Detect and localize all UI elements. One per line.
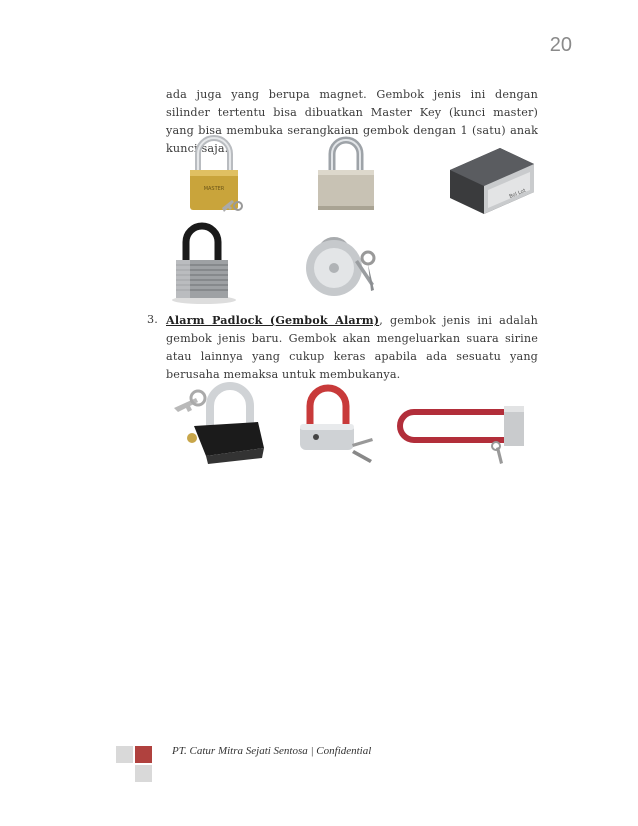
steel-padlock-image bbox=[310, 136, 382, 216]
laminated-padlock-image bbox=[166, 220, 238, 306]
list-number: 3. bbox=[147, 313, 158, 326]
brass-padlock-image bbox=[178, 134, 250, 218]
alarm-padlock-description bbox=[166, 311, 538, 384]
alarm-padlock-term: Alarm Padlock (Gembok Alarm) bbox=[166, 313, 380, 327]
page-number: 20 bbox=[549, 34, 572, 56]
paragraph-master-key: ada juga yang berupa magnet. Gembok jenis ini dengan silinder tertentu bisa dibuatkan Master Key (kunci master) yang bisa membuka serangkaian gembok dengan 1 (satu) anak kunci saja. bbox=[166, 88, 538, 155]
alarm-padlock-text: , gembok jenis ini adalah gembok jenis baru. Gembok akan mengeluarkan suara sirine atau lainnya yang cukup keras apabila ada sesuatu yang berusaha memaksa untuk membukanya. bbox=[166, 314, 539, 381]
long-u-lock-image bbox=[392, 404, 530, 468]
disc-padlock-image bbox=[298, 224, 388, 300]
footer-square-gray-bottom bbox=[135, 765, 152, 782]
brass-padlock-text: MASTER bbox=[203, 186, 225, 192]
footer-square-red bbox=[135, 746, 152, 763]
red-u-lock-image bbox=[294, 384, 380, 466]
shutter-padlock-text: Bol Lot bbox=[508, 187, 527, 200]
footer-square-gray bbox=[116, 746, 133, 763]
shutter-padlock-image bbox=[440, 140, 540, 220]
alarm-padlock-image bbox=[166, 378, 270, 468]
footer-text: PT. Catur Mitra Sejati Sentosa | Confidential bbox=[172, 745, 372, 757]
